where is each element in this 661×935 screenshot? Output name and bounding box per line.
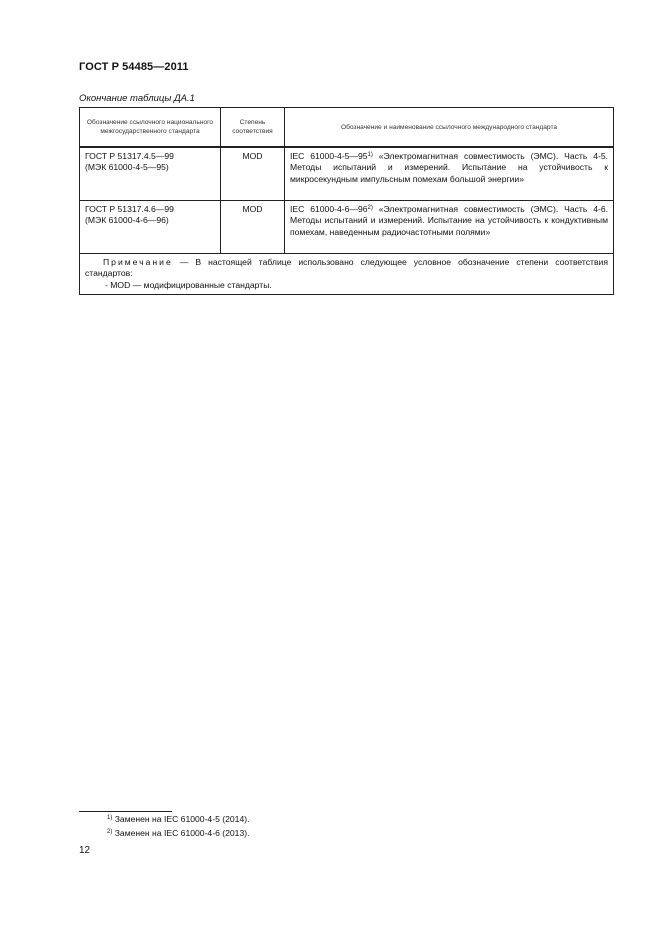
note-paragraph — [85, 257, 608, 280]
table-row — [80, 201, 614, 254]
international-standard-cell — [285, 147, 614, 201]
footnote — [107, 828, 249, 838]
note-row — [80, 254, 614, 295]
footnote-text: Заменен на IEC 61000-4-5 (2014). — [112, 814, 250, 824]
national-standard-cell — [80, 147, 221, 201]
reference-standards-table — [79, 107, 614, 295]
table-row — [80, 147, 614, 201]
column-header-international: Обозначение и наименование ссылочного международного стандарта — [285, 108, 614, 148]
page-number: 12 — [79, 845, 91, 856]
column-header-degree: Степень соответствия — [221, 108, 285, 148]
intl-standard-code: IEC 61000-4-6—96 — [290, 204, 368, 214]
footnote-marker: 2) — [367, 205, 373, 211]
note-item: - MOD — модифицированные стандарты. — [105, 279, 272, 290]
intl-standard-title: «Электромагнитная совместимость (ЭМС). Часть 4-5. Методы испытаний и измерений. Испытание на устойчивость к микросекундным импульсным помехам большой энергии» — [290, 151, 609, 184]
degree-cell: MOD — [221, 201, 285, 254]
national-standard-code: ГОСТ Р 51317.4.5—99 — [85, 151, 174, 161]
footnote — [107, 814, 249, 824]
note-cell — [80, 254, 614, 295]
degree-cell: MOD — [221, 147, 285, 201]
footnote-text: Заменен на IEC 61000-4-6 (2013). — [112, 828, 250, 838]
mek-standard-code: (МЭК 61000-4-6—96) — [85, 215, 169, 226]
document-header: ГОСТ Р 54485—2011 — [79, 61, 189, 73]
national-standard-cell — [80, 201, 221, 254]
footnote-mark: 2) — [107, 829, 113, 835]
national-standard-code: ГОСТ Р 51317.4.6—99 — [85, 204, 174, 214]
intl-standard-code: IEC 61000-4-5—95 — [290, 151, 368, 161]
table-header-row — [80, 108, 614, 148]
intl-standard-title: «Электромагнитная совместимость (ЭМС). Часть 4-6. Методы испытаний и измерений. Испытание на устойчивость к кондуктивным помехам, наведенным радиочастотными полями» — [290, 204, 609, 237]
note-text: — В настоящей таблице использовано следующее условное обозначение степени соответствия стандартов: — [85, 257, 608, 279]
footnote-mark: 1) — [107, 815, 113, 821]
table-caption: Окончание таблицы ДА.1 — [79, 93, 195, 104]
note-label: Примечание — [103, 257, 173, 267]
footnote-marker: 1) — [367, 152, 373, 158]
international-standard-cell — [285, 201, 614, 254]
footnote-separator — [79, 811, 172, 812]
mek-standard-code: (МЭК 61000-4-5—95) — [85, 162, 169, 173]
column-header-national: Обозначение ссылочного национального межгосударственного стандарта — [80, 108, 221, 148]
